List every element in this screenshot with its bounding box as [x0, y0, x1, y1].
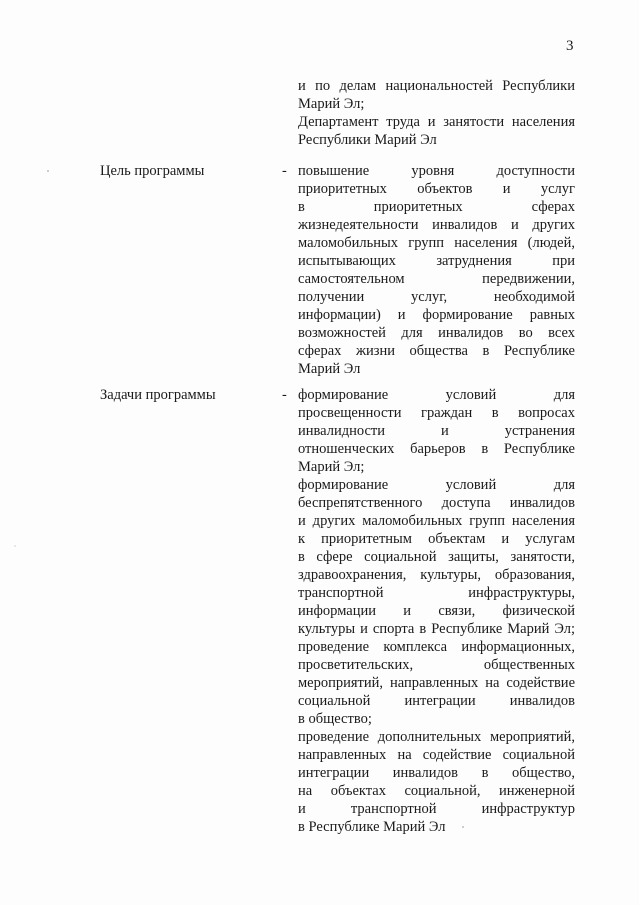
text-line: интеграции инвалидов в общество,	[298, 765, 575, 781]
text-line: социальной интеграции инвалидов	[298, 693, 575, 709]
text-line: Республики Марий Эл	[298, 132, 437, 148]
text-line: и по делам национальностей Республики	[298, 78, 575, 94]
row-label-goal: Цель программы	[100, 163, 205, 179]
row-dash: -	[282, 163, 287, 179]
text-line: сферах жизни общества в Республике	[298, 343, 575, 359]
text-line: в Республике Марий Эл	[298, 819, 446, 835]
text-line: просвещенности граждан в вопросах	[298, 405, 575, 421]
text-line: информации и связи, физической	[298, 603, 575, 619]
text-line: Марий Эл	[298, 361, 361, 377]
text-line: маломобильных групп населения (людей,	[298, 235, 575, 251]
text-line: направленных на содействие социальной	[298, 747, 575, 763]
text-line: проведение дополнительных мероприятий,	[298, 729, 575, 745]
text-line: здравоохранения, культуры, образования,	[298, 567, 575, 583]
text-line: транспортной инфраструктуры,	[298, 585, 575, 601]
text-line: отношенческих барьеров в Республике	[298, 441, 575, 457]
scan-speck	[462, 826, 464, 828]
text-line: беспрепятственного доступа инвалидов	[298, 495, 575, 511]
text-line: в общество;	[298, 711, 372, 727]
text-line: жизнедеятельности инвалидов и других	[298, 217, 575, 233]
text-line: и других маломобильных групп населения	[298, 513, 575, 529]
text-line: просветительских, общественных	[298, 657, 575, 673]
text-line: испытывающих затруднения при	[298, 253, 575, 269]
text-line: возможностей для инвалидов во всех	[298, 325, 575, 341]
text-line: культуры и спорта в Республике Марий Эл;	[298, 621, 575, 637]
page-number: 3	[566, 38, 574, 54]
text-line: Марий Эл;	[298, 459, 365, 475]
row-label-tasks: Задачи программы	[100, 387, 216, 403]
text-line: самостоятельном передвижении,	[298, 271, 575, 287]
text-line: Департамент труда и занятости населения	[298, 114, 575, 130]
text-line: мероприятий, направленных на содействие	[298, 675, 575, 691]
row-dash: -	[282, 387, 287, 403]
text-line: проведение комплекса информационных,	[298, 639, 575, 655]
text-line: инвалидности и устранения	[298, 423, 575, 439]
text-line: приоритетных объектов и услуг	[298, 181, 575, 197]
text-line: и транспортной инфраструктур	[298, 801, 575, 817]
text-line: Марий Эл;	[298, 96, 365, 112]
text-line: на объектах социальной, инженерной	[298, 783, 575, 799]
text-line: информации) и формирование равных	[298, 307, 575, 323]
text-line: к приоритетным объектам и услугам	[298, 531, 575, 547]
scan-speck	[14, 545, 16, 547]
text-line: в сфере социальной защиты, занятости,	[298, 549, 575, 565]
text-line: формирование условий для	[298, 477, 575, 493]
text-line: в приоритетных сферах	[298, 199, 575, 215]
text-line: формирование условий для	[298, 387, 575, 403]
text-line: повышение уровня доступности	[298, 163, 575, 179]
scan-speck	[47, 170, 49, 172]
text-line: получении услуг, необходимой	[298, 289, 575, 305]
